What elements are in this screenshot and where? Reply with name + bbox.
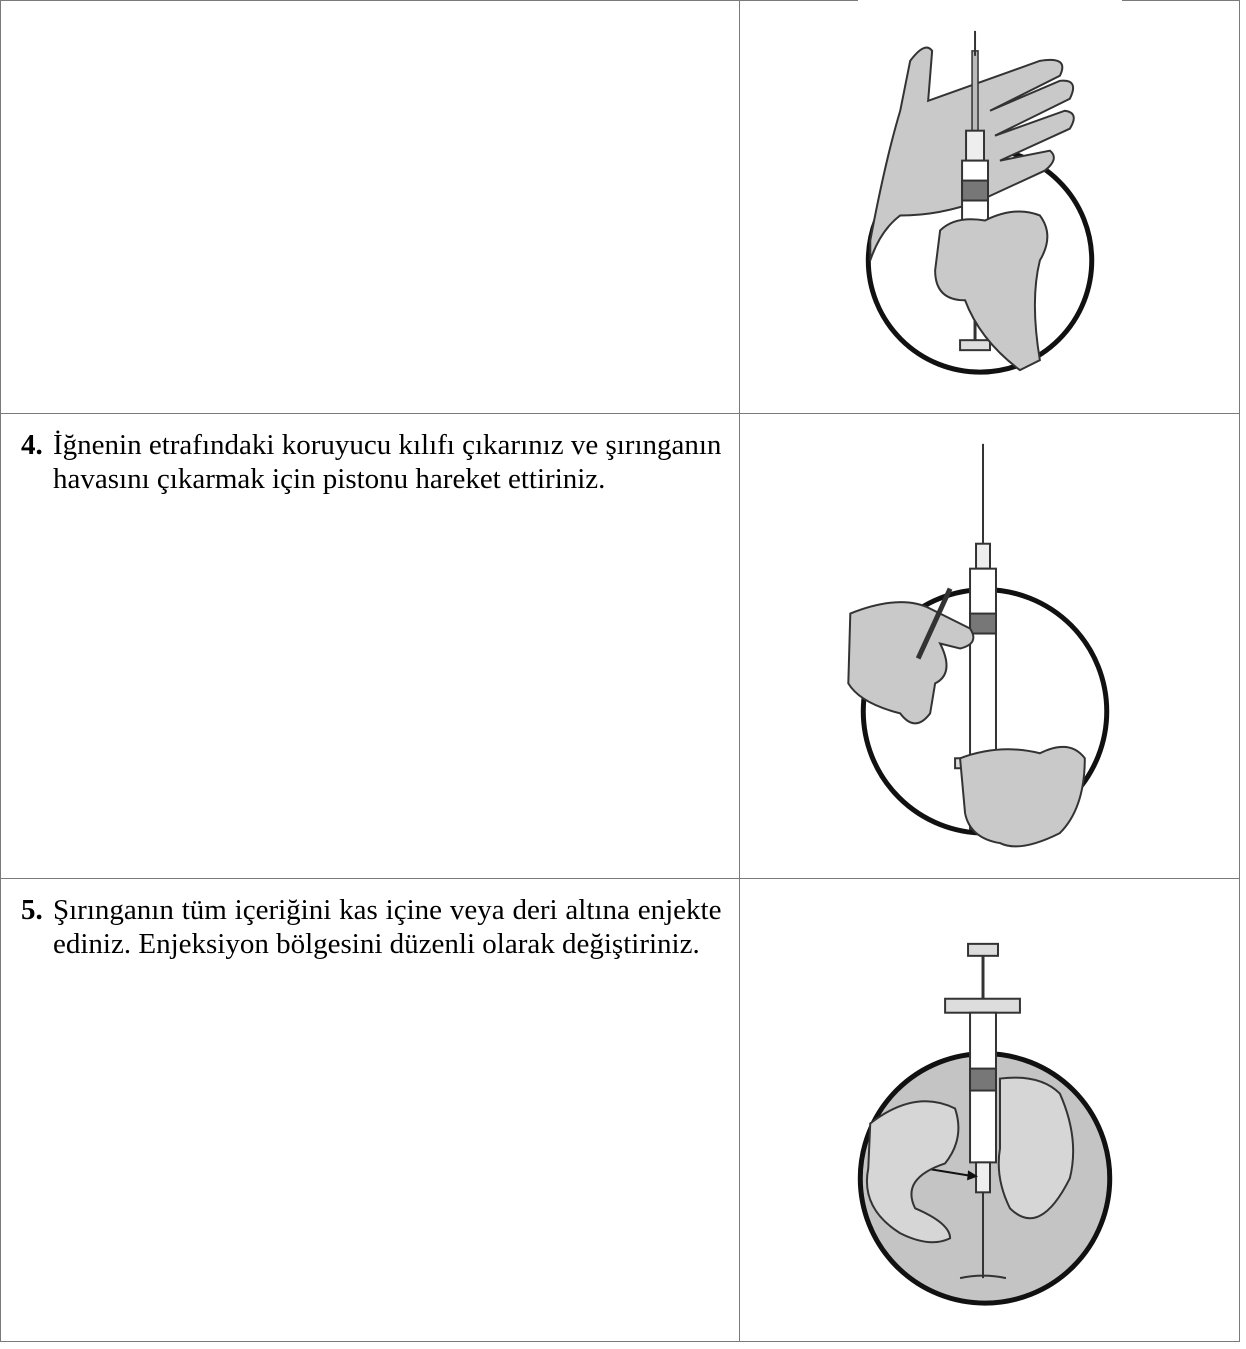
- remove-needle-cap-expel-air-icon: [740, 414, 1240, 878]
- hand-holding-syringe-needle-up-icon: [740, 1, 1240, 413]
- step-row-3: [1, 1, 1240, 414]
- illustration-cell: [740, 414, 1240, 879]
- step-text-cell: [1, 1, 740, 414]
- inject-into-skin-icon: [740, 879, 1240, 1341]
- step-4: [1, 414, 739, 496]
- step-5: [1, 879, 739, 961]
- top-border-gap: [858, 0, 1122, 2]
- step-text-cell: [1, 879, 740, 1342]
- step-text-cell: [1, 414, 740, 879]
- step-instruction: Şırınganın tüm içeriğini kas içine veya deri altına enjekte ediniz. Enjeksiyon bölgesini düzenli olarak değiştiriniz.: [53, 894, 722, 960]
- step-number: 4.: [21, 429, 43, 461]
- step-number: 5.: [21, 894, 43, 926]
- illustration-cell: [740, 879, 1240, 1342]
- step-instruction: İğnenin etrafındaki koruyucu kılıfı çıkarınız ve şırınganın havasını çıkarmak için pistonu hareket ettiriniz.: [53, 429, 722, 495]
- step-row-5: [1, 879, 1240, 1342]
- illustration-cell: [740, 1, 1240, 414]
- step-row-4: [1, 414, 1240, 879]
